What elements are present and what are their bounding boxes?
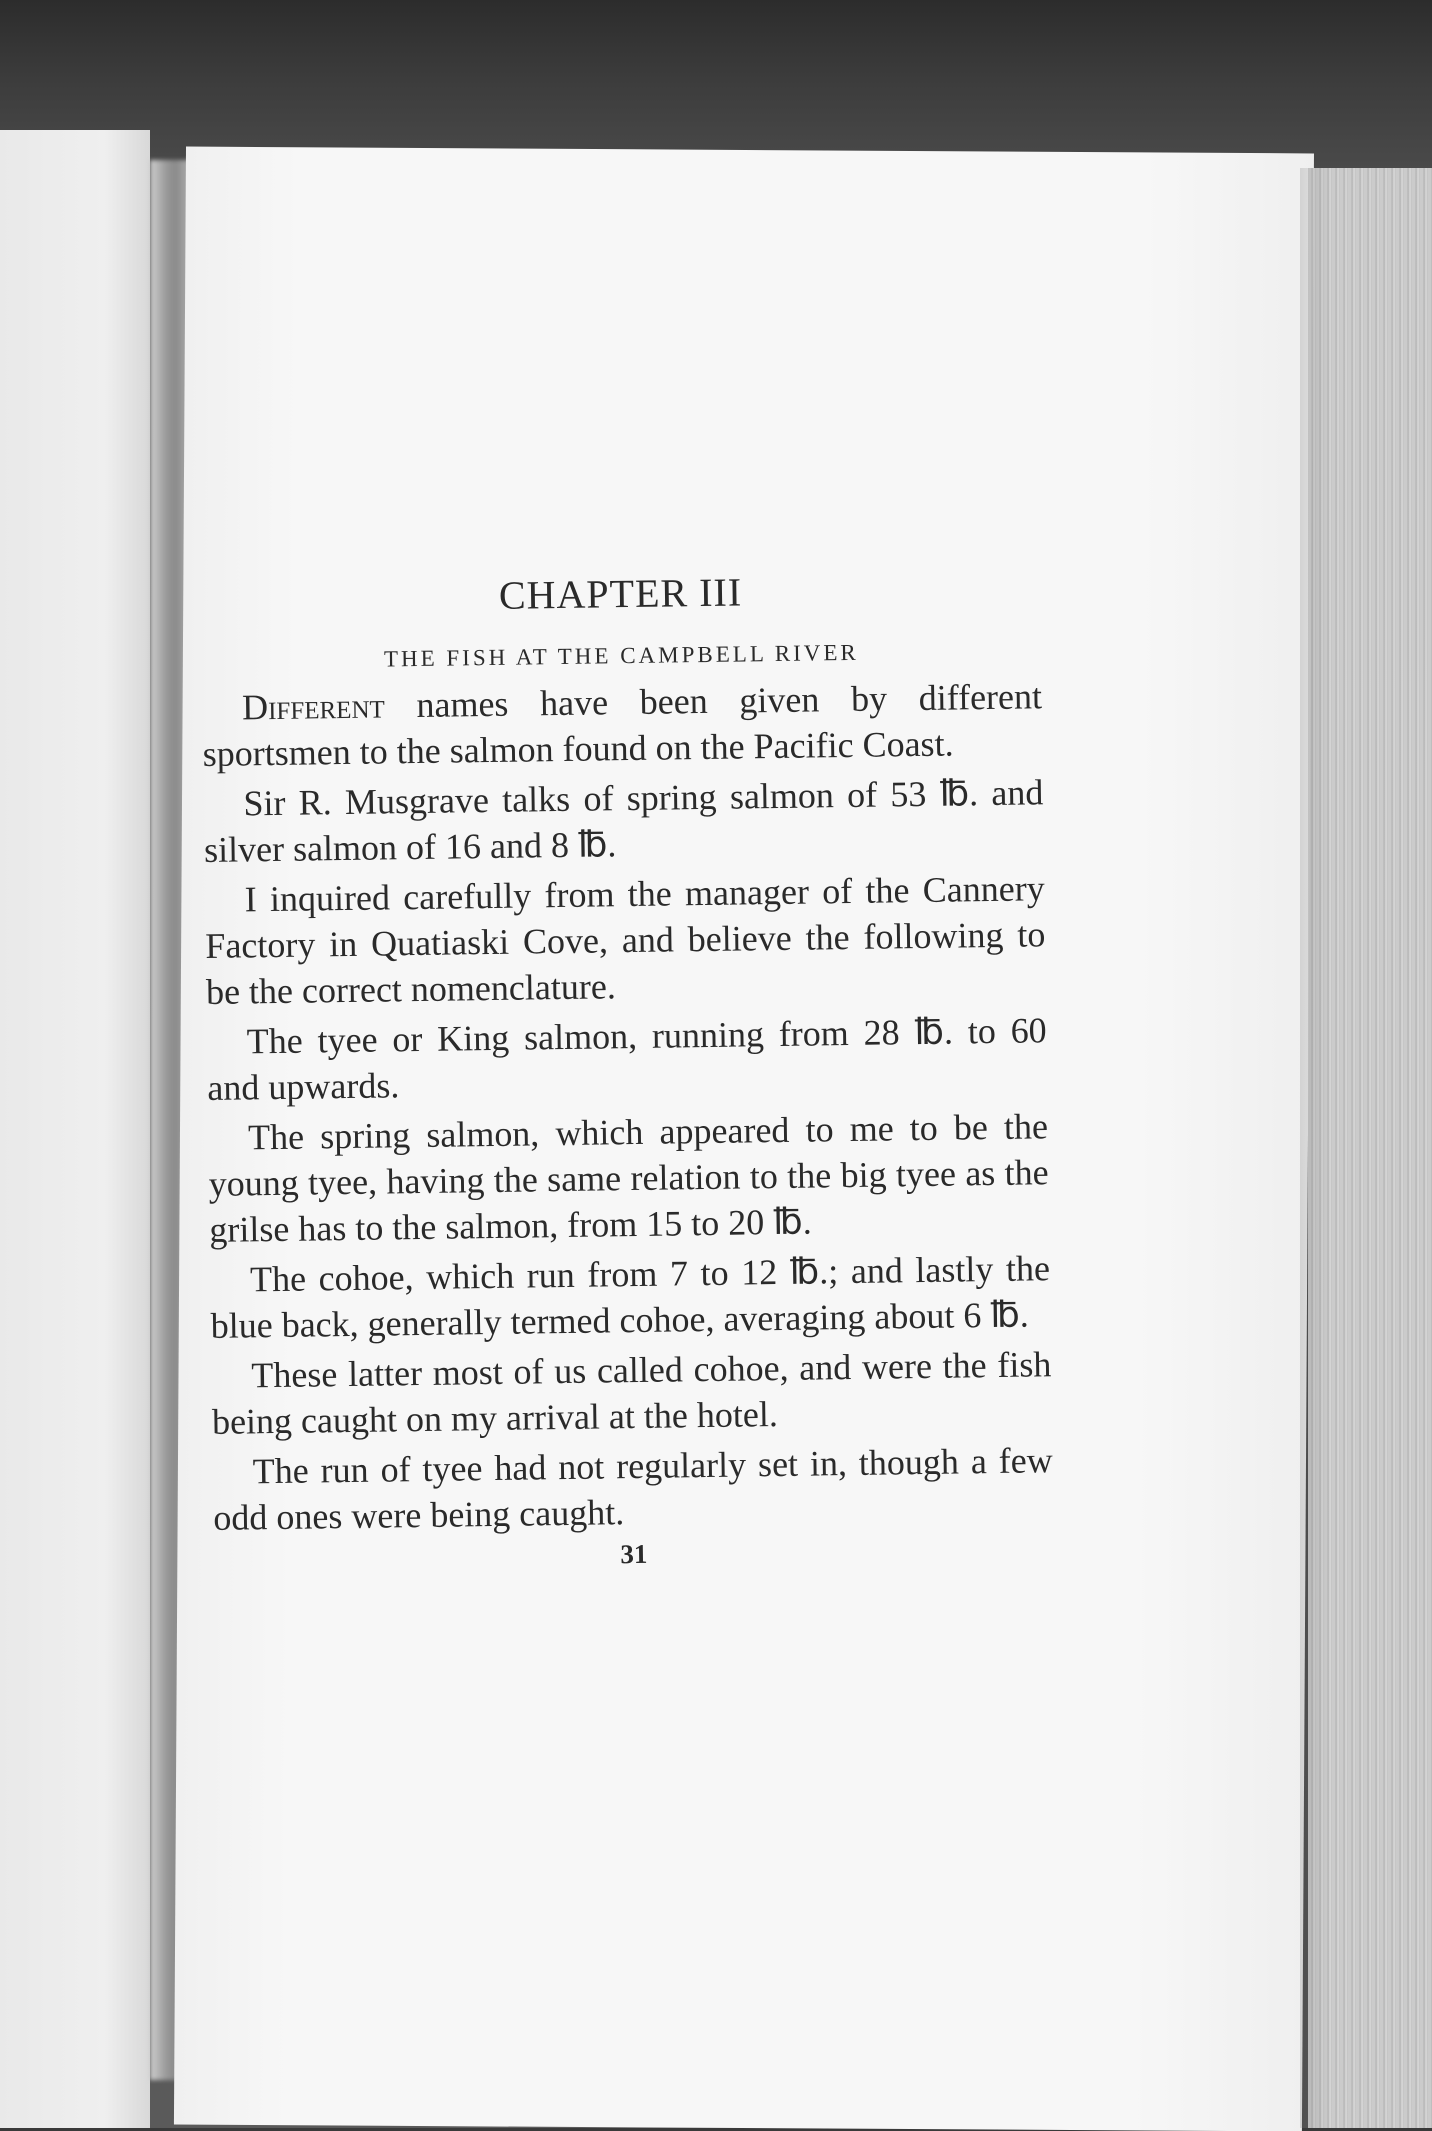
paragraph-text: The spring salmon, which appeared to me to be the young tyee, having the same relation to the big tyee as the grilse has to the salmon, from 15 to 20 ℔. <box>208 1106 1049 1250</box>
paragraph <box>204 865 1046 1015</box>
paragraph <box>206 1007 1047 1111</box>
paragraph-text: The run of tyee had not regularly set in, though a few odd ones were being caught. <box>213 1440 1053 1538</box>
paragraph-text: names have been given by different sportsmen to the salmon found on the Pacific Coast. <box>202 676 1043 774</box>
page-edges-shadow <box>1300 168 1330 2128</box>
paragraph <box>210 1245 1051 1349</box>
page-number: 31 <box>620 1538 648 1570</box>
paragraph-text: The cohoe, which run from 7 to 12 ℔.; and lastly the blue back, generally termed cohoe, averaging about 6 ℔. <box>210 1248 1051 1346</box>
paragraph-text: I inquired carefully from the manager of the Cannery Factory in Quatiaski Cove, and believe the following to be the correct nomenclature. <box>205 868 1046 1012</box>
page-text-block <box>200 548 1054 1576</box>
paragraph-text: These latter most of us called cohoe, and were the fish being caught on my arrival at the hotel. <box>211 1344 1052 1442</box>
chapter-heading: CHAPTER III <box>498 569 743 618</box>
paragraph-text: Sir R. Musgrave talks of spring salmon of 53 ℔. and silver salmon of 16 and 8 ℔. <box>203 772 1044 870</box>
paragraph <box>208 1103 1050 1253</box>
paragraph <box>212 1437 1053 1541</box>
chapter-subtitle: THE FISH AT THE CAMPBELL RIVER <box>383 639 859 672</box>
paragraph <box>203 769 1044 873</box>
left-page-edge <box>0 130 150 2128</box>
paragraph <box>202 673 1043 777</box>
paragraph <box>211 1341 1052 1445</box>
paragraph-text: The tyee or King salmon, running from 28 ℔. to 60 and upwards. <box>207 1010 1047 1108</box>
paragraph-lead: Different <box>241 685 386 728</box>
